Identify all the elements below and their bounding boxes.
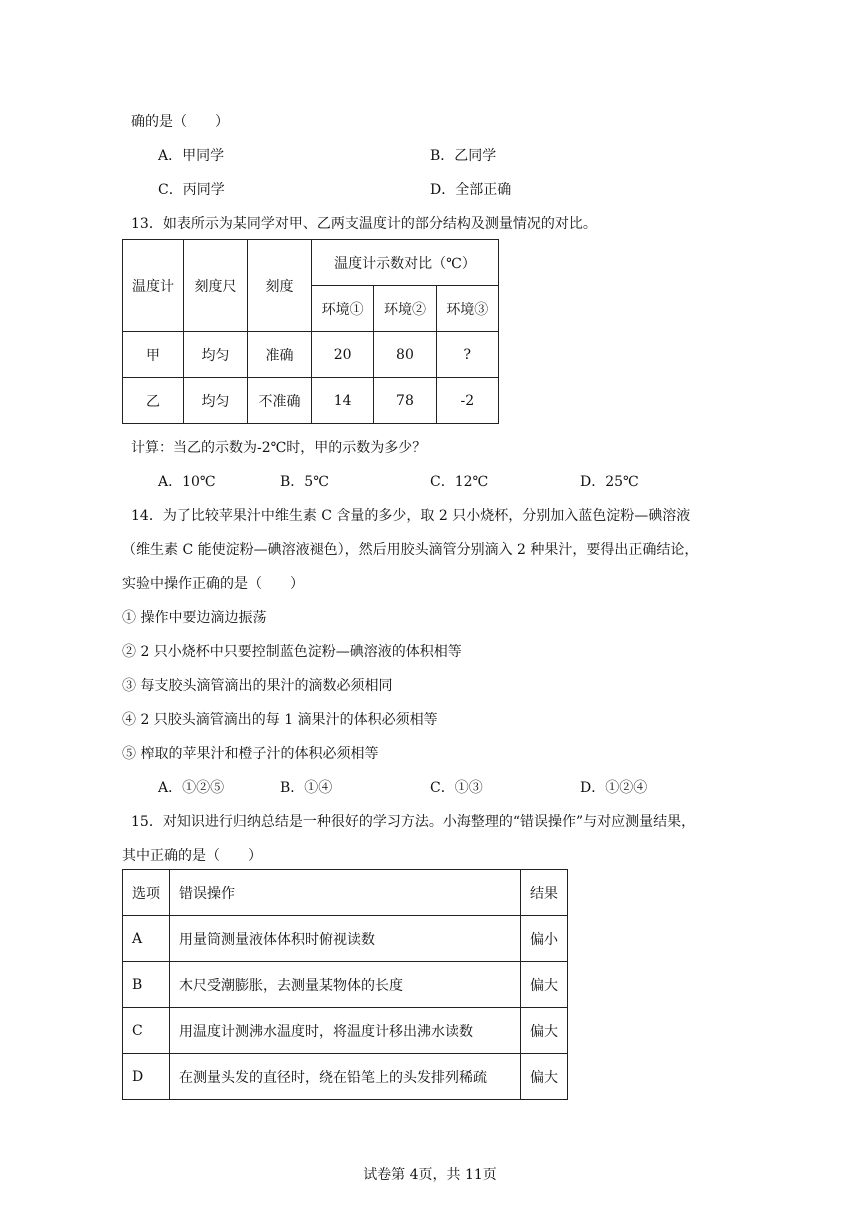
table-header: 温度计示数对比（℃） <box>312 240 499 286</box>
table-cell: 准确 <box>248 332 312 378</box>
table-cell: C <box>123 1008 170 1054</box>
table-cell: 用量筒测量液体体积时俯视读数 <box>170 916 521 962</box>
table-cell: ? <box>436 332 498 378</box>
q14-stem-line-2: （维生素 C 能使淀粉—碘溶液褪色），然后用胶头滴管分别滴入 2 种果汁，要得出正确结论， <box>122 542 699 558</box>
q13-option-a: A．10℃ <box>158 474 216 490</box>
table-row <box>123 378 499 424</box>
q14-stem-line-1: 14．为了比较苹果汁中维生素 C 含量的多少，取 2 只小烧杯，分别加入蓝色淀粉—碘溶液 <box>131 508 691 524</box>
q13-option-c: C．12℃ <box>430 474 489 490</box>
q14-option-a: A．①②⑤ <box>158 780 225 796</box>
table-cell: 80 <box>374 332 436 378</box>
q14-option-d: D．①②④ <box>580 780 648 796</box>
table-subheader: 环境① <box>312 286 374 332</box>
table-cell: 均匀 <box>184 332 248 378</box>
q15-stem-line-1: 15．对知识进行归纳总结是一种很好的学习方法。小海整理的“错误操作”与对应测量结果， <box>131 814 696 830</box>
table-cell: 20 <box>312 332 374 378</box>
table-row <box>123 1008 568 1054</box>
q14-item-2: ② 2 只小烧杯中只要控制蓝色淀粉—碘溶液的体积相等 <box>122 644 462 660</box>
page-footer: 试卷第 4页，共 11页 <box>363 1167 497 1183</box>
q12-option-a: A．甲同学 <box>158 148 225 164</box>
q12-option-b: B．乙同学 <box>430 148 497 164</box>
q14-item-5: ⑤ 榨取的苹果汁和橙子汁的体积必须相等 <box>122 746 379 762</box>
table-cell: 14 <box>312 378 374 424</box>
table-cell: 偏小 <box>521 916 568 962</box>
q13-option-d: D．25℃ <box>580 474 639 490</box>
table-cell: 不准确 <box>248 378 312 424</box>
table-cell: 偏大 <box>521 1054 568 1100</box>
q13-question: 计算：当乙的示数为-2℃时，甲的示数为多少？ <box>131 440 427 456</box>
table-header: 选项 <box>123 870 170 916</box>
table-cell: B <box>123 962 170 1008</box>
table-cell: 偏大 <box>521 962 568 1008</box>
q14-stem-line-3: 实验中操作正确的是（ ） <box>122 576 304 592</box>
table-cell: D <box>123 1054 170 1100</box>
q12-stem-tail: 确的是（ ） <box>131 114 229 130</box>
q13-table <box>122 239 499 424</box>
table-subheader: 环境③ <box>436 286 498 332</box>
table-header: 温度计 <box>123 240 184 332</box>
q14-item-3: ③ 每支胶头滴管滴出的果汁的滴数必须相同 <box>122 678 393 694</box>
table-row <box>123 962 568 1008</box>
q14-option-c: C．①③ <box>430 780 483 796</box>
table-header: 刻度尺 <box>184 240 248 332</box>
table-cell: -2 <box>436 378 498 424</box>
q14-item-1: ① 操作中要边滴边振荡 <box>122 610 267 626</box>
table-row <box>123 916 568 962</box>
table-row <box>123 1054 568 1100</box>
q15-stem-line-2: 其中正确的是（ ） <box>122 848 262 864</box>
q14-option-b: B．①④ <box>280 780 333 796</box>
table-subheader: 环境② <box>374 286 436 332</box>
table-header: 错误操作 <box>170 870 521 916</box>
q12-option-d: D．全部正确 <box>430 182 512 198</box>
table-cell: 木尺受潮膨胀，去测量某物体的长度 <box>170 962 521 1008</box>
table-cell: 偏大 <box>521 1008 568 1054</box>
table-cell: 在测量头发的直径时，绕在铅笔上的头发排列稀疏 <box>170 1054 521 1100</box>
table-cell: 乙 <box>123 378 184 424</box>
table-cell: 甲 <box>123 332 184 378</box>
q13-stem: 13．如表所示为某同学对甲、乙两支温度计的部分结构及测量情况的对比。 <box>131 216 597 232</box>
table-header: 结果 <box>521 870 568 916</box>
q14-item-4: ④ 2 只胶头滴管滴出的每 1 滴果汁的体积必须相等 <box>122 712 438 728</box>
table-cell: 78 <box>374 378 436 424</box>
q13-option-b: B．5℃ <box>280 474 329 490</box>
table-cell: 用温度计测沸水温度时，将温度计移出沸水读数 <box>170 1008 521 1054</box>
table-row <box>123 332 499 378</box>
q12-option-c: C．丙同学 <box>158 182 225 198</box>
q15-table <box>122 869 568 1100</box>
table-cell: A <box>123 916 170 962</box>
table-cell: 均匀 <box>184 378 248 424</box>
table-header: 刻度 <box>248 240 312 332</box>
